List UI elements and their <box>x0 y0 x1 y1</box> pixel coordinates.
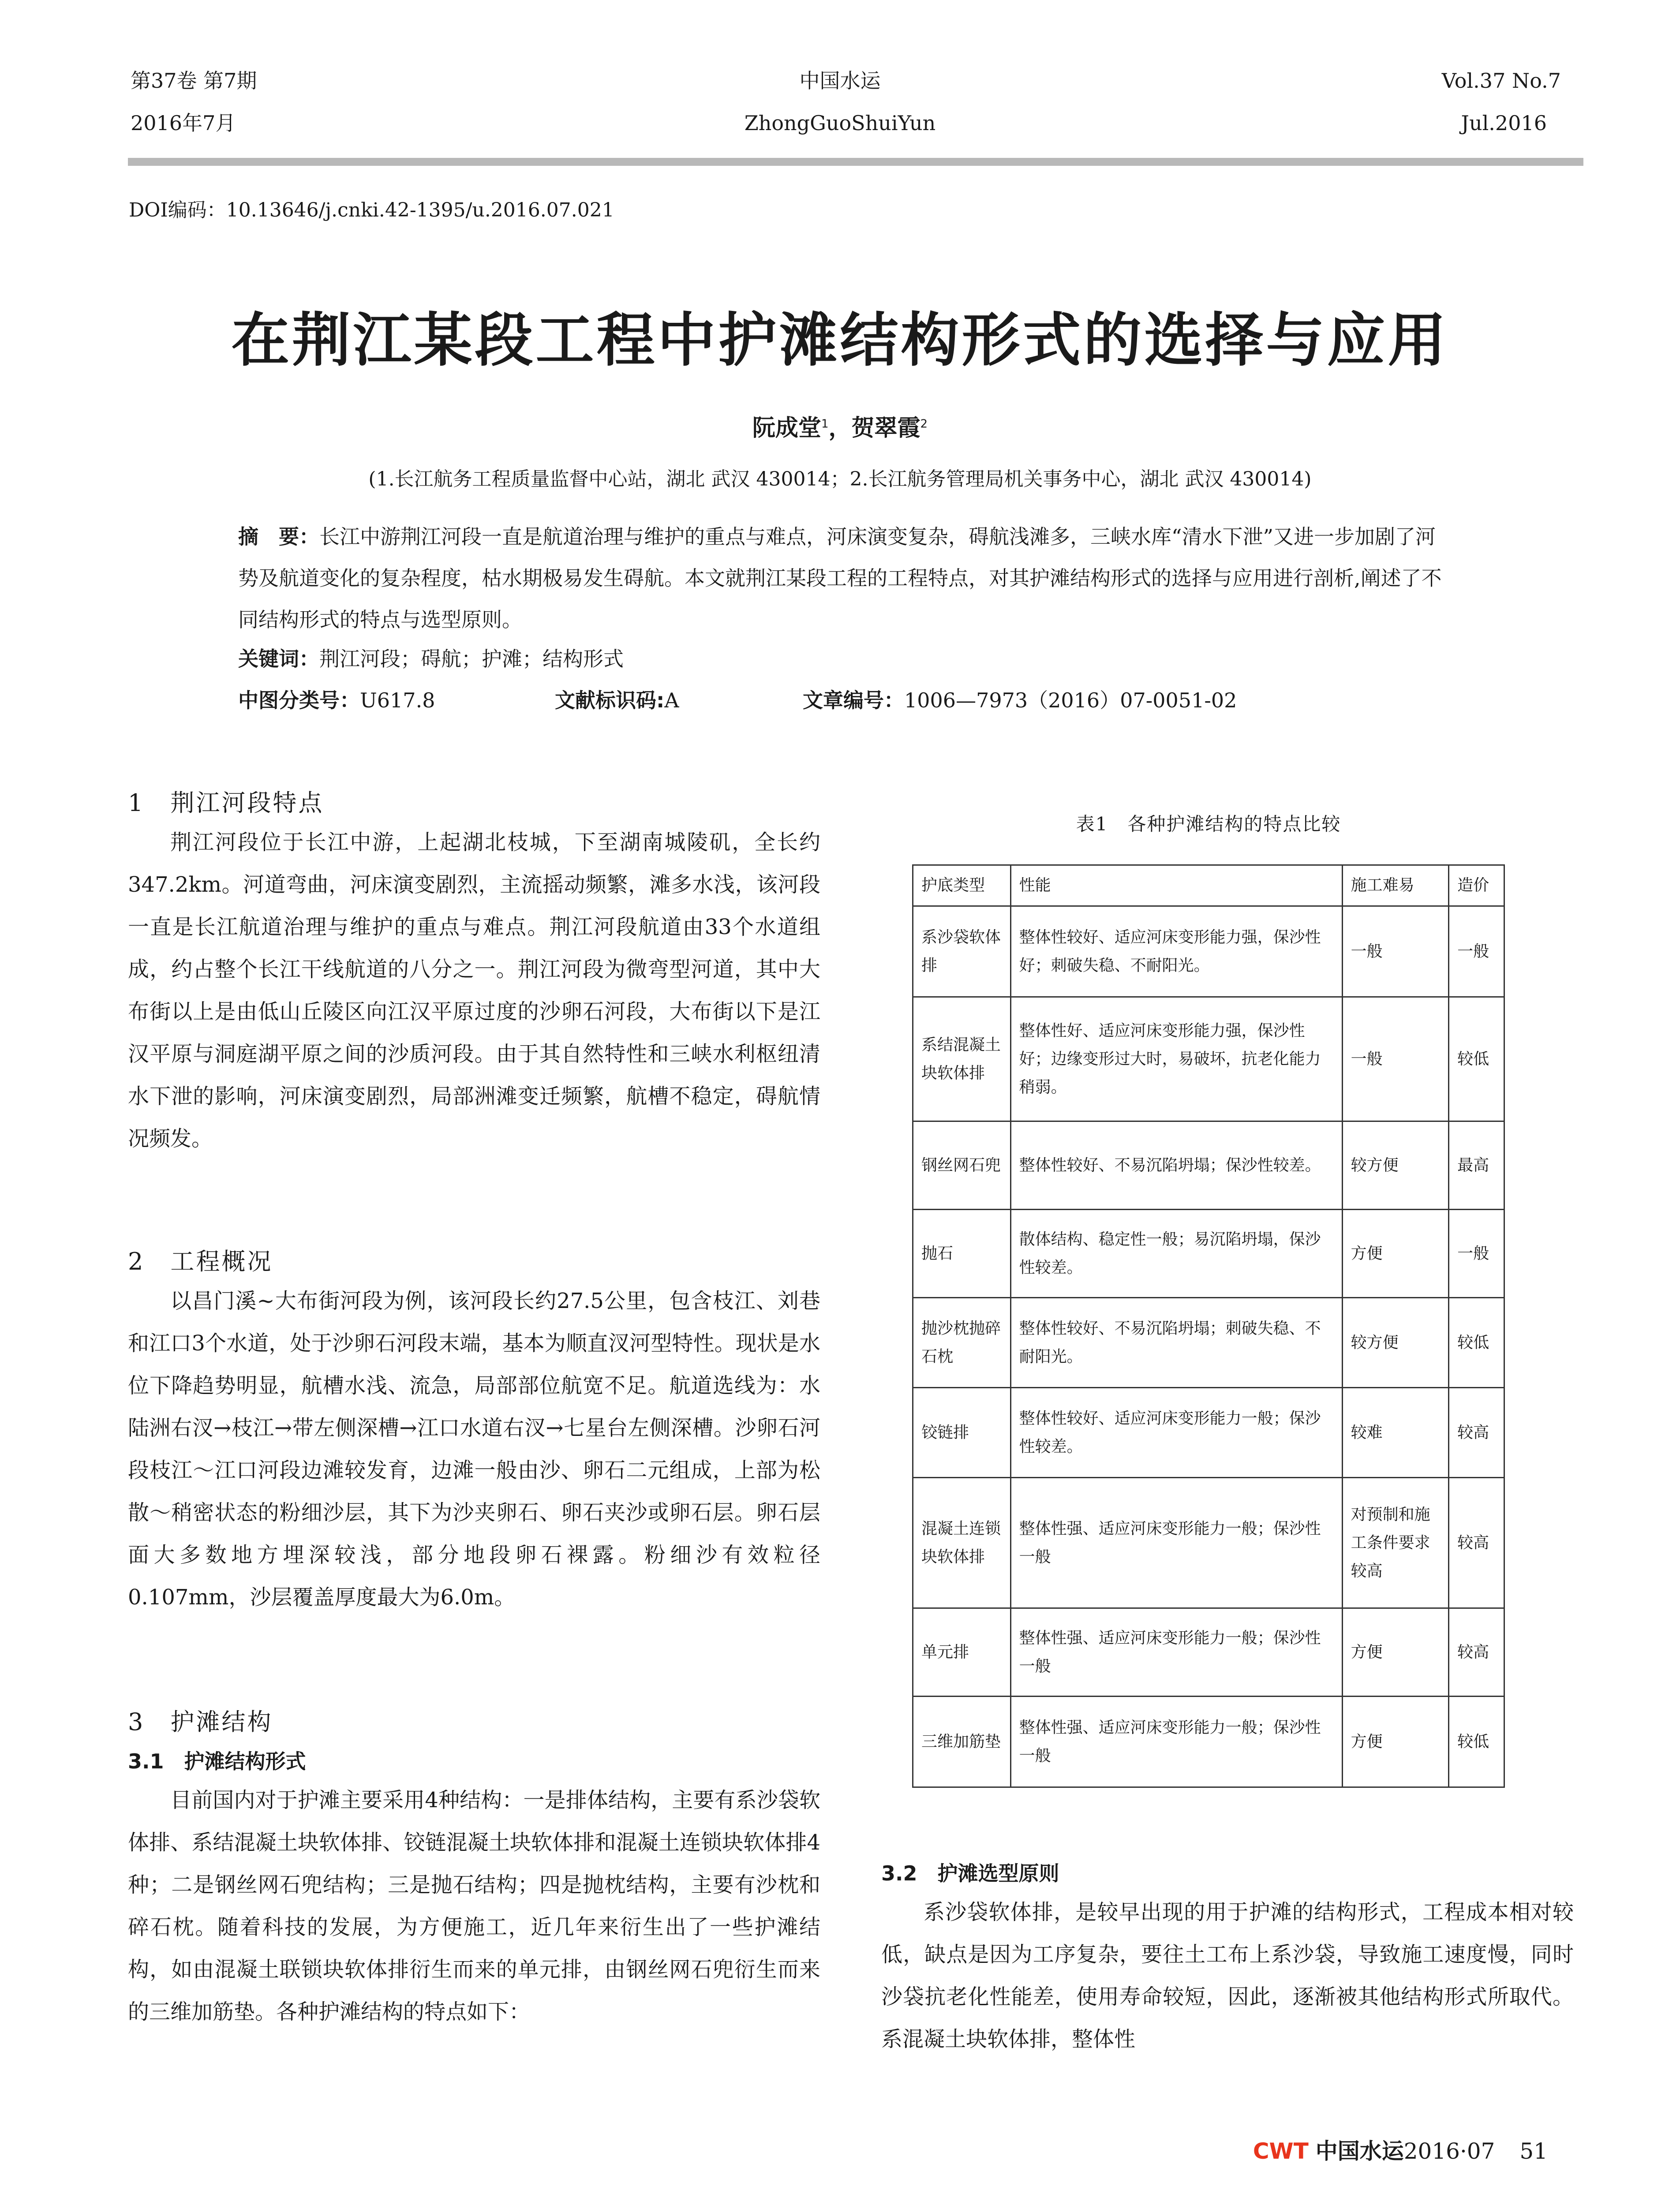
table-cell: 整体性好、适应河床变形能力强，保沙性好；边缘变形过大时，易破坏，抗老化能力稍弱。 <box>1010 997 1342 1121</box>
table-cell: 铰链排 <box>913 1388 1011 1478</box>
footer-issue: 2016·07 <box>1403 2138 1495 2164</box>
table-cell: 抛沙枕抛碎石枕 <box>913 1298 1011 1388</box>
table-row <box>913 1608 1504 1697</box>
table-row <box>913 1478 1504 1608</box>
article-number <box>803 684 1237 714</box>
page-footer <box>1253 2134 1548 2165</box>
table-cell: 较高 <box>1449 1608 1504 1697</box>
table-cell: 方便 <box>1342 1210 1449 1298</box>
table-header-cell: 施工难易 <box>1342 865 1449 906</box>
table-cell: 整体性较好、不易沉陷坍塌；刺破失稳、不耐阳光。 <box>1010 1298 1342 1388</box>
keywords-label: 关键词： <box>238 647 319 671</box>
table-cell: 较方便 <box>1342 1121 1449 1210</box>
table-cell: 整体性强、适应河床变形能力一般；保沙性一般 <box>1010 1697 1342 1787</box>
header-journal-pinyin: ZhongGuoShuiYun <box>744 111 936 135</box>
affiliation: (1.长江航务工程质量监督中心站，湖北 武汉 430014；2.长江航务管理局机关事务中心，湖北 武汉 430014) <box>368 468 1312 490</box>
table-cell: 单元排 <box>913 1608 1011 1697</box>
section-2-heading: 2 工程概况 <box>128 1248 273 1275</box>
paper-title: 在荆江某段工程中护滩结构形式的选择与应用 <box>231 306 1449 374</box>
header-volume-issue: 第37卷 第7期 <box>131 69 257 93</box>
table-cell: 较高 <box>1449 1478 1504 1608</box>
doc-label: 文献标识码: <box>555 688 665 712</box>
table-cell: 较方便 <box>1342 1298 1449 1388</box>
table-cell: 方便 <box>1342 1608 1449 1697</box>
footer-brand-logo: CWT <box>1253 2138 1309 2164</box>
table-cell: 钢丝网石兜 <box>913 1121 1011 1210</box>
table-cell: 整体性较好、适应河床变形能力一般；保沙性较差。 <box>1010 1388 1342 1478</box>
article-value: 1006—7973（2016）07-0051-02 <box>904 688 1237 712</box>
table-row <box>913 1388 1504 1478</box>
table-cell: 系结混凝土块软体排 <box>913 997 1011 1121</box>
abstract-label: 摘 要： <box>238 525 319 549</box>
table-1-caption: 表1 各种护滩结构的特点比较 <box>1076 813 1341 835</box>
table-row <box>913 1210 1504 1298</box>
table-cell: 混凝土连锁块软体排 <box>913 1478 1011 1608</box>
clc-value: U617.8 <box>360 688 435 712</box>
table-cell: 一般 <box>1342 997 1449 1121</box>
section-3-1-heading: 3.1 护滩结构形式 <box>128 1749 306 1773</box>
header-rule <box>128 158 1583 166</box>
table-cell: 对预制和施工条件要求较高 <box>1342 1478 1449 1608</box>
clc-label: 中图分类号： <box>238 688 360 712</box>
table-header-cell: 护底类型 <box>913 865 1011 906</box>
table-cell: 较低 <box>1449 1697 1504 1787</box>
table-cell: 散体结构、稳定性一般；易沉陷坍塌，保沙性较差。 <box>1010 1210 1342 1298</box>
table-row <box>913 906 1504 997</box>
table-cell: 整体性较好、不易沉陷坍塌；保沙性较差。 <box>1010 1121 1342 1210</box>
table-1 <box>912 864 1505 1788</box>
classification-line <box>238 684 1456 711</box>
document-code <box>555 684 679 714</box>
table-cell: 整体性较好、适应河床变形能力强，保沙性好；刺破失稳、不耐阳光。 <box>1010 906 1342 997</box>
section-3-2-heading: 3.2 护滩选型原则 <box>881 1861 1059 1885</box>
table-cell: 一般 <box>1449 1210 1504 1298</box>
section-1-heading: 1 荆江河段特点 <box>128 789 324 817</box>
authors <box>0 409 1680 442</box>
table-header-cell: 性能 <box>1010 865 1342 906</box>
author-1: 阮成堂 <box>752 415 821 441</box>
table-row <box>913 1697 1504 1787</box>
header-date-en: Jul.2016 <box>1461 111 1547 135</box>
table-cell: 抛石 <box>913 1210 1011 1298</box>
table-cell: 较低 <box>1449 1298 1504 1388</box>
table-row <box>913 1298 1504 1388</box>
table-row <box>913 1121 1504 1210</box>
header-volume-issue-en: Vol.37 No.7 <box>1441 69 1561 93</box>
section-1-paragraph: 荆江河段位于长江中游，上起湖北枝城，下至湖南城陵矶，全长约347.2km。河道弯曲，河床演变剧烈，主流摇动频繁，滩多水浅，该河段一直是长江航道治理与维护的重点与难点。荆江河段航道由33个水道组成，约占整个长江干线航道的八分之一。荆江河段为微弯型河道，其中大布街以上是由低山丘陵区向江汉平原过度的沙卵石河段，大布街以下是江汉平原与洞庭湖平原之间的沙质河段。由于其自然特性和三峡水利枢纽清水下泄的影响，河床演变剧烈，局部洲滩变迁频繁，航槽不稳定，碍航情况频发。 <box>128 830 820 1151</box>
keywords <box>238 643 624 672</box>
table-cell: 三维加筋垫 <box>913 1697 1011 1787</box>
table-cell: 整体性强、适应河床变形能力一般；保沙性一般 <box>1010 1478 1342 1608</box>
doi: DOI编码：10.13646/j.cnki.42-1395/u.2016.07.021 <box>129 199 614 221</box>
author-2-affil-mark: 2 <box>920 417 928 431</box>
table-cell: 方便 <box>1342 1697 1449 1787</box>
section-3-1-paragraph: 目前国内对于护滩主要采用4种结构：一是排体结构，主要有系沙袋软体排、系结混凝土块软体排、铰链混凝土块软体排和混凝土连锁块软体排4种；二是钢丝网石兜结构；三是抛石结构；四是抛枕结构，主要有沙枕和碎石枕。随着科技的发展，为方便施工，近几年来衍生出了一些护滩结构，如由混凝土联锁块软体排衍生而来的单元排，由钢丝网石兜衍生而来的三维加筋垫。各种护滩结构的特点如下： <box>128 1788 820 2024</box>
table-header-cell: 造价 <box>1449 865 1504 906</box>
footer-journal: 中国水运 <box>1315 2138 1404 2164</box>
section-2-paragraph: 以昌门溪~大布街河段为例，该河段长约27.5公里，包含枝江、刘巷和江口3个水道，处于沙卵石河段末端，基本为顺直汊河型特性。现状是水位下降趋势明显，航槽水浅、流急，局部部位航宽不足。航道选线为：水陆洲右汊→枝江→带左侧深槽→江口水道右汊→七星台左侧深槽。沙卵石河段枝江～江口河段边滩较发育，边滩一般由沙、卵石二元组成，上部为松散～稍密状态的粉细沙层，其下为沙夹卵石、卵石夹沙或卵石层。卵石层面大多数地方埋深较浅，部分地段卵石裸露。粉细沙有效粒径0.107mm，沙层覆盖厚度最大为6.0m。 <box>128 1289 820 1610</box>
section-3-heading: 3 护滩结构 <box>128 1708 273 1736</box>
table-row <box>913 997 1504 1121</box>
page-number: 51 <box>1519 2138 1548 2164</box>
abstract-text: 长江中游荆江河段一直是航道治理与维护的重点与难点，河床演变复杂，碍航浅滩多，三峡水库“清水下泄”又进一步加剧了河势及航道变化的复杂程度，枯水期极易发生碍航。本文就荆江某段工程的工程特点，对其护滩结构形式的选择与应用进行剖析,阐述了不同结构形式的特点与选型原则。 <box>238 525 1442 632</box>
author-1-affil-mark: 1 <box>821 417 829 431</box>
author-2: 贺翠霞 <box>851 415 920 441</box>
table-cell: 一般 <box>1342 906 1449 997</box>
header-date: 2016年7月 <box>131 111 236 135</box>
section-3-2-paragraph: 系沙袋软体排，是较早出现的用于护滩的结构形式，工程成本相对较低，缺点是因为工序复杂，要往土工布上系沙袋，导致施工速度慢，同时沙袋抗老化性能差，使用寿命较短，因此，逐渐被其他结构形式所取代。系混凝土块软体排，整体性 <box>881 1900 1574 2052</box>
header-journal-name: 中国水运 <box>799 69 881 93</box>
author-separator: ， <box>828 415 852 441</box>
table-cell: 整体性强、适应河床变形能力一般；保沙性一般 <box>1010 1608 1342 1697</box>
table-cell: 最高 <box>1449 1121 1504 1210</box>
clc-number <box>238 684 435 714</box>
table-header-row <box>913 865 1504 906</box>
abstract <box>238 516 1456 640</box>
article-label: 文章编号： <box>803 688 904 712</box>
keywords-text: 荆江河段；碍航；护滩；结构形式 <box>319 647 624 671</box>
table-cell: 较低 <box>1449 997 1504 1121</box>
table-cell: 较难 <box>1342 1388 1449 1478</box>
table-cell: 一般 <box>1449 906 1504 997</box>
table-cell: 较高 <box>1449 1388 1504 1478</box>
table-cell: 系沙袋软体排 <box>913 906 1011 997</box>
doc-value: A <box>664 688 679 712</box>
